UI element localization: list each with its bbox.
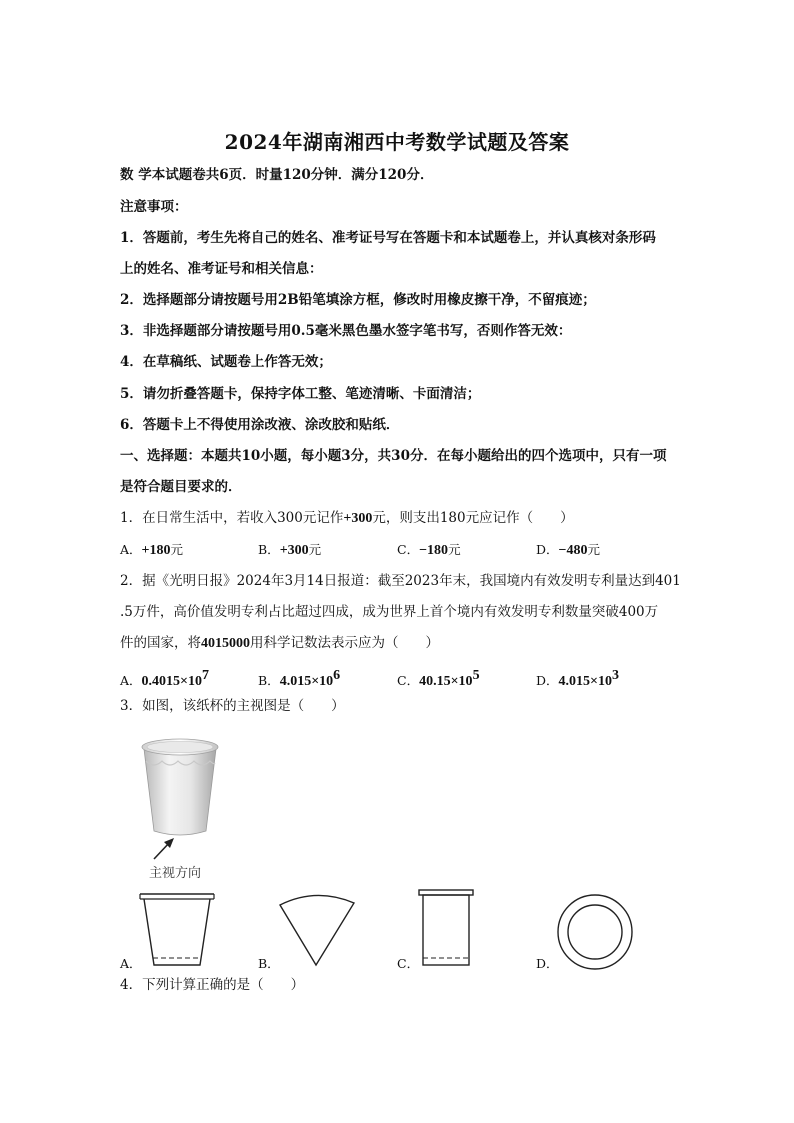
q1-post: 元，则支出180元应记作（ ） (372, 510, 574, 526)
q2-post: 用科学记数法表示应为（ ） (250, 635, 439, 651)
option-math: 4.015×10 (558, 674, 613, 689)
q1-option-a[interactable] (120, 541, 183, 560)
option-letter: C． (397, 673, 420, 688)
q1-option-b[interactable] (258, 541, 321, 560)
paper-cup-picture (136, 735, 224, 845)
option-exponent: 3 (612, 668, 620, 683)
notice-4: 4．在草稿纸、试题卷上作答无效； (120, 354, 332, 370)
question-4: 4．下列计算正确的是（ ） (120, 977, 305, 993)
q3-option-c-label[interactable]: C． (397, 956, 420, 971)
question-2-line2: .5万件，高价值发明专利占比超过四成，成为世界上首个境内有效发明专利数量突破400万 (120, 604, 659, 620)
q2-math: 4015000 (201, 636, 250, 651)
q3-option-b-label[interactable]: B． (258, 956, 280, 971)
option-math: 40.15×10 (419, 674, 473, 689)
intro-line: 数 学本试题卷共6页．时量120分钟．满分120分． (120, 167, 434, 183)
option-math: +180 (141, 543, 171, 558)
question-3: 3．如图，该纸杯的主视图是（ ） (120, 698, 345, 714)
q2-option-b[interactable] (258, 667, 340, 691)
notice-5: 5．请勿折叠答题卡，保持字体工整、笔迹清晰、卡面清洁； (120, 386, 481, 402)
q2-option-a[interactable] (120, 667, 209, 691)
option-letter: C． (397, 542, 420, 557)
option-unit: 元 (587, 542, 601, 557)
view-direction-arrow-icon (150, 836, 180, 862)
option-letter: A． (120, 542, 142, 557)
option-math: −180 (419, 543, 449, 558)
notice-1: 1．答题前，考生先将自己的姓名、准考证号写在答题卡和本试题卷上，并认真核对条形码 (120, 230, 656, 246)
q2-option-d[interactable] (536, 667, 619, 691)
option-math: 0.4015×10 (141, 674, 203, 689)
q2-option-c[interactable] (397, 667, 480, 691)
notice-3: 3．非选择题部分请按题号用0.5毫米黑色墨水签字笔书写，否则作答无效： (120, 323, 572, 339)
option-exponent: 6 (333, 668, 341, 683)
option-letter: B． (258, 673, 280, 688)
q2-pre: 件的国家，将 (120, 635, 201, 651)
page-title: 2024年湖南湘西中考数学试题及答案 (224, 130, 570, 154)
section1-line1: 一、选择题：本题共10小题，每小题3分，共30分．在每小题给出的四个选项中，只有一项 (120, 448, 667, 464)
option-letter: B． (258, 542, 280, 557)
q1-pre: 1．在日常生活中，若收入300元记作 (120, 510, 344, 526)
notice-heading: 注意事项： (120, 199, 188, 215)
option-unit: 元 (308, 542, 322, 557)
question-2-line3 (120, 634, 439, 653)
q1-option-c[interactable] (397, 541, 461, 560)
section1-line2: 是符合题目要求的． (120, 479, 242, 495)
view-direction-label: 主视方向 (149, 866, 202, 881)
option-exponent: 5 (472, 668, 480, 683)
q3-figure-b (276, 885, 362, 971)
question-1 (120, 509, 574, 528)
q3-option-a-label[interactable]: A． (120, 956, 142, 971)
question-2-line1: 2．据《光明日报》2024年3月14日报道：截至2023年末，我国境内有效发明专利量达到401 (120, 573, 681, 589)
q1-math: +300 (343, 511, 373, 526)
notice-1-cont: 上的姓名、准考证号和相关信息： (120, 261, 323, 277)
q3-figure-d (556, 893, 634, 971)
q3-figure-a (138, 889, 216, 969)
notice-6: 6．答题卡上不得使用涂改液、涂改胶和贴纸． (120, 417, 400, 433)
option-unit: 元 (170, 542, 184, 557)
option-math: −480 (558, 543, 588, 558)
q1-option-d[interactable] (536, 541, 600, 560)
option-math: 4.015×10 (279, 674, 334, 689)
option-letter: D． (536, 542, 559, 557)
option-unit: 元 (448, 542, 461, 557)
q3-option-d-label[interactable]: D． (536, 956, 559, 971)
option-letter: A． (120, 673, 142, 688)
notice-2: 2．选择题部分请按题号用2B铅笔填涂方框，修改时用橡皮擦干净，不留痕迹； (120, 292, 596, 308)
option-exponent: 7 (202, 668, 210, 683)
option-letter: D． (536, 673, 559, 688)
option-math: +300 (279, 543, 309, 558)
q3-figure-c (418, 889, 474, 969)
